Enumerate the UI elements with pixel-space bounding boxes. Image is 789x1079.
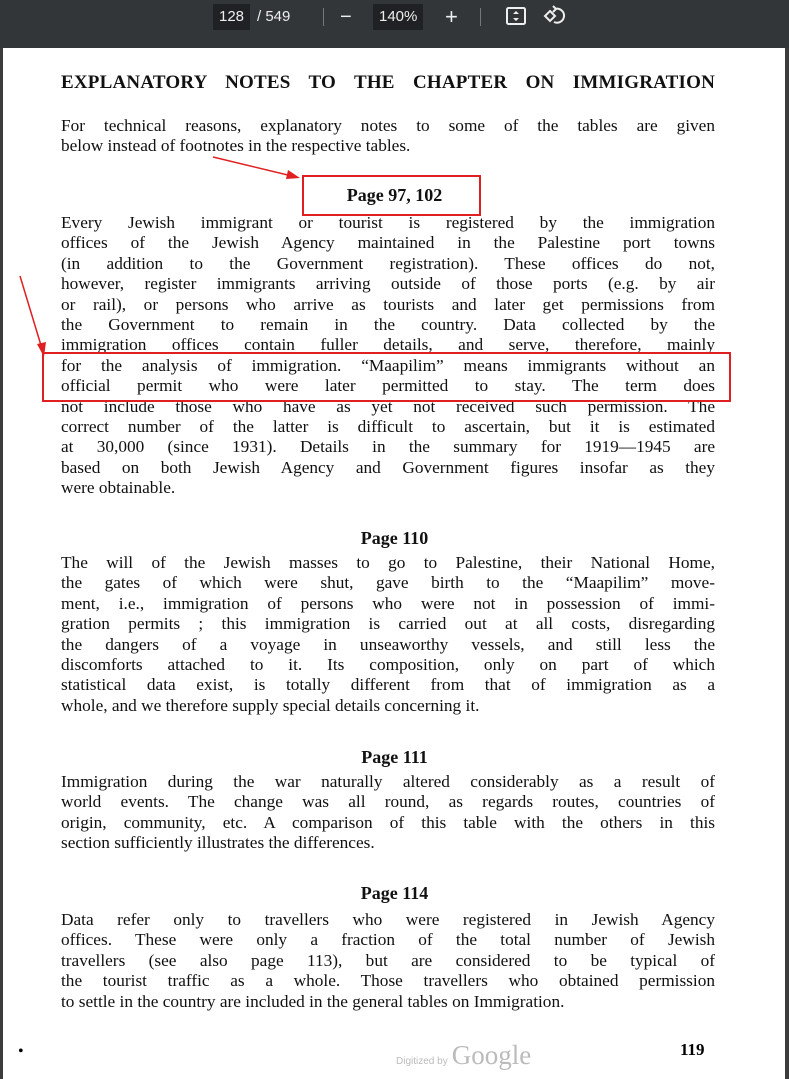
- zoom-in-button[interactable]: +: [445, 4, 458, 29]
- section-heading: Page 97, 102: [346, 185, 443, 205]
- text-line: to settle in the country are included in the general tables on Immigration.: [61, 991, 565, 1011]
- page-number-input[interactable]: 128: [213, 4, 250, 30]
- intro-paragraph: [61, 116, 715, 157]
- pdf-toolbar: [0, 0, 789, 48]
- text-line: offices of the Jewish Agency maintained in the Palestine port towns: [61, 233, 715, 253]
- section-heading: Page 111: [361, 747, 428, 767]
- text-line: the dangers of a voyage in unseaworthy vessels, and still less the: [61, 634, 715, 654]
- text-line: section sufficiently illustrates the differences.: [61, 833, 375, 853]
- text-line: origin, community, etc. A comparison of this table with the others in this: [61, 812, 715, 832]
- text-line: correct number of the latter is difficult to ascertain, but it is estimated: [61, 416, 715, 436]
- rotate-icon[interactable]: [543, 5, 567, 31]
- text-line: Every Jewish immigrant or tourist is registered by the immigration: [61, 213, 715, 232]
- text-line: statistical data exist, is totally different from that of immigration as a: [61, 675, 715, 695]
- page-number: 119: [680, 1040, 705, 1059]
- text-line: for the analysis of immigration. “Maapilim” means immigrants without an: [61, 355, 715, 375]
- text-line: ment, i.e., immigration of persons who were not in possession of immi-: [61, 593, 715, 613]
- text-line: however, register immigrants arriving outside of those ports (e.g. by air: [61, 274, 715, 294]
- page-title: EXPLANATORY NOTES TO THE CHAPTER ON IMMIGRATION: [61, 72, 715, 93]
- total-pages: / 549: [257, 8, 291, 25]
- text-line: For technical reasons, explanatory notes to some of the tables are given: [61, 116, 715, 135]
- section-heading: Page 114: [360, 883, 429, 903]
- divider: [480, 8, 481, 26]
- text-line: the tourist traffic as a whole. Those travellers who obtained permission: [61, 971, 715, 991]
- zoom-out-button[interactable]: −: [340, 6, 352, 28]
- text-line: (in addition to the Government registration). These offices do not,: [61, 253, 715, 273]
- section-paragraph: [61, 772, 715, 854]
- text-line: whole, and we therefore supply special details concerning it.: [61, 695, 480, 715]
- text-line: offices. These were only a fraction of the total number of Jewish: [61, 930, 715, 950]
- text-line: or rail), or persons who arrive as tourists and later get permissions from: [61, 294, 715, 314]
- zoom-level-input[interactable]: 140%: [373, 4, 423, 30]
- text-line: not include those who have as yet not received such permission. The: [61, 396, 715, 416]
- text-line: the gates of which were shut, gave birth to the “Maapilim” move-: [61, 573, 715, 593]
- section-paragraph: [61, 213, 715, 498]
- text-line: at 30,000 (since 1931). Details in the summary for 1919—1945 are: [61, 437, 715, 457]
- text-line: based on both Jewish Agency and Government figures insofar as they: [61, 457, 715, 477]
- text-line: discomforts attached to it. Its composition, only on part of which: [61, 654, 715, 674]
- divider: [323, 8, 324, 26]
- text-line: official permit who were later permitted to stay. The term does: [61, 376, 715, 396]
- section-paragraph: [61, 910, 715, 1012]
- text-line: Immigration during the war naturally altered considerably as a result of: [61, 772, 715, 791]
- section-heading: Page 110: [360, 528, 429, 548]
- section-paragraph: [61, 553, 715, 716]
- google-logo: Google: [451, 1040, 532, 1070]
- text-line: travellers (see also page 113), but are considered to be typical of: [61, 950, 715, 970]
- text-line: Data refer only to travellers who were registered in Jewish Agency: [61, 910, 715, 929]
- text-line: immigration offices contain fuller details, and serve, therefore, mainly: [61, 335, 715, 355]
- dot-mark: •: [18, 1043, 24, 1060]
- google-watermark: [396, 1040, 531, 1071]
- text-line: The will of the Jewish masses to go to Palestine, their National Home,: [61, 553, 715, 572]
- text-line: below instead of footnotes in the respective tables.: [61, 136, 411, 156]
- digitized-by-text: Digitized by: [396, 1056, 448, 1067]
- text-line: the Government to remain in the country. Data collected by the: [61, 314, 715, 334]
- fit-page-icon[interactable]: [505, 5, 527, 31]
- text-line: gration permits ; this immigration is carried out at all costs, disregarding: [61, 614, 715, 634]
- text-line: were obtainable.: [61, 478, 176, 498]
- text-line: world events. The change was all round, as regards routes, countries of: [61, 792, 715, 812]
